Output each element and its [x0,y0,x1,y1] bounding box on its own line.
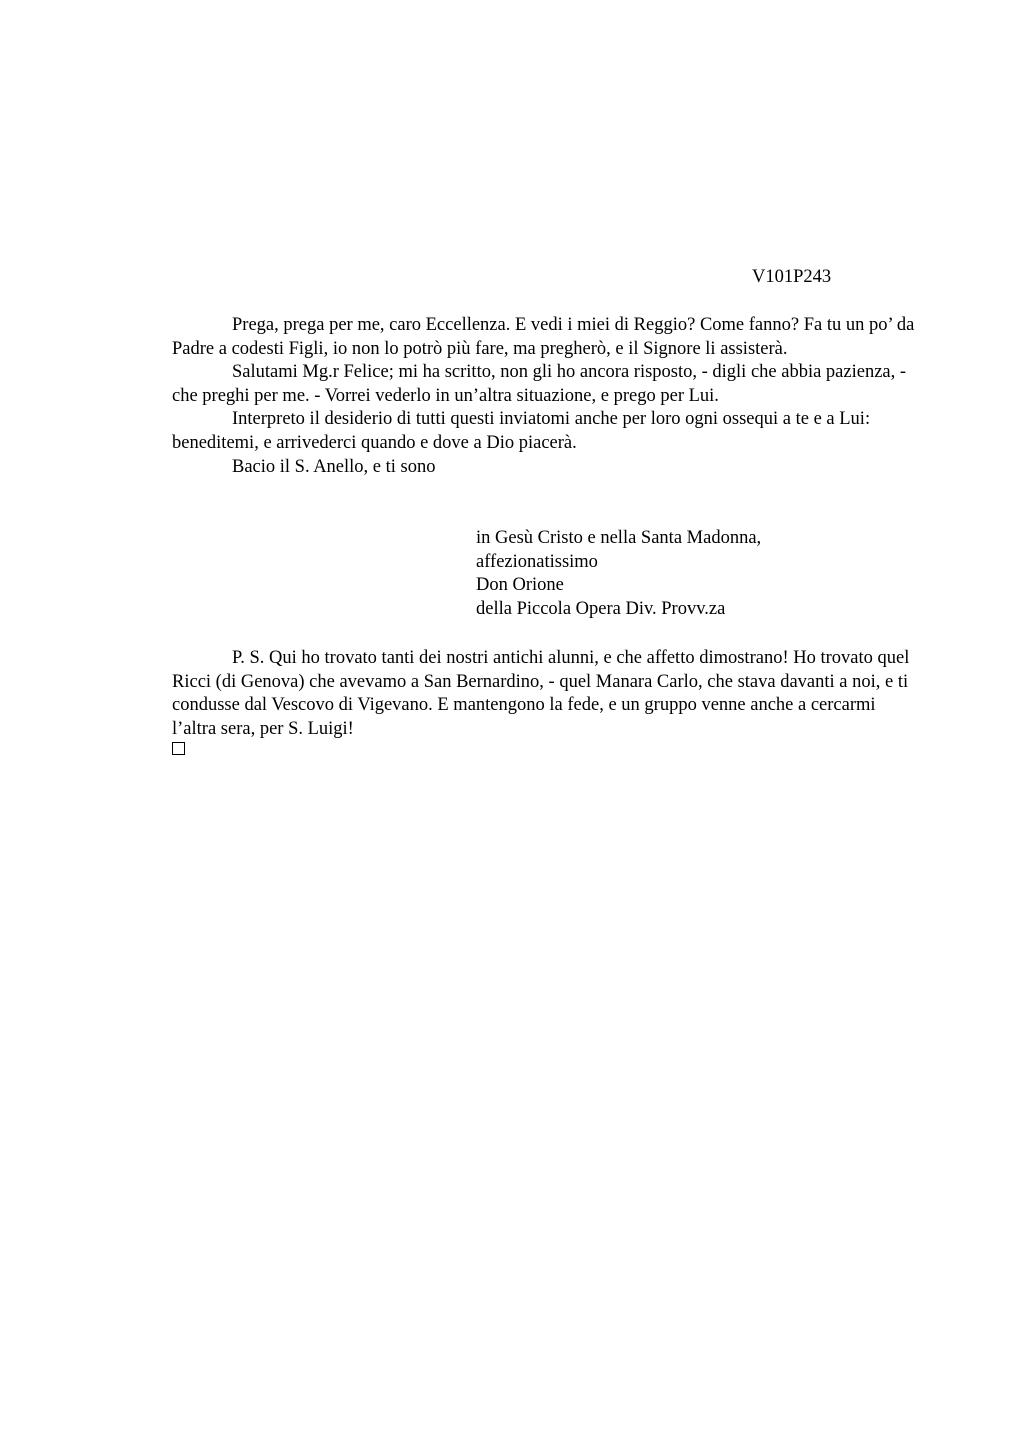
postscript-text: P. S. Qui ho trovato tanti dei nostri antichi alunni, e che affetto dimostrano! Ho trovato quel Ricci (di Genova) che avevamo a San Bernardino, - quel Manara Carlo, che stava davanti a noi, e ti condusse dal Vescovo di Vigevano. E mantengono la fede, e un gruppo venne anche a cercarmi l’altra sera, per S. Luigi! [172,648,910,739]
paragraph: Prega, prega per me, caro Eccellenza. E vedi i miei di Reggio? Come fanno? Fa tu un po’ da Padre a codesti Figli, io non lo potrò più fare, ma pregherò, e il Signore li assisterà. [172,315,915,359]
closing-line: della Piccola Opera Div. Provv.za [476,598,726,619]
paragraph: Bacio il S. Anello, e ti sono [232,456,436,477]
letter-closing [476,527,896,621]
signature-name: Don Orione [476,575,564,596]
page-reference: V101P243 [752,267,832,287]
closing-line: in Gesù Cristo e nella Santa Madonna, [476,528,762,548]
postscript [172,647,918,741]
letter-body [172,314,918,479]
paragraph: Interpreto il desiderio di tutti questi inviatomi anche per loro ogni ossequi a te e a Lui: beneditemi, e arrivederci quando e dove a Dio piacerà. [172,409,871,453]
closing-line: affezionatissimo [476,551,598,572]
paragraph: Salutami Mg.r Felice; mi ha scritto, non gli ho ancora risposto, - digli che abbia pazienza, - che preghi per me. - Vorrei vederlo in un’altra situazione, e prego per Lui. [172,362,907,406]
end-of-text-square-icon [172,742,185,755]
